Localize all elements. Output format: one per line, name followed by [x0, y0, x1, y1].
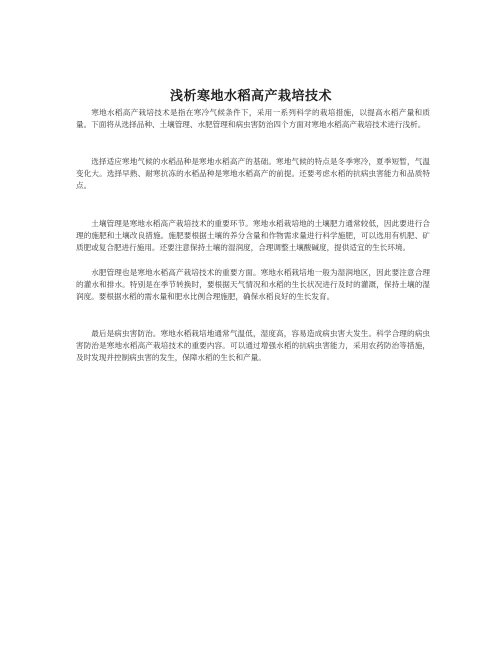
paragraph-soil-management: 土壤管理是寒地水稻高产栽培技术的重要环节。寒地水稻栽培地的土壤肥力通常较低，因此要进行合理的施肥和土壤改良措施。施肥要根据土壤的养分含量和作物需求量进行科学施肥，可以选用有机肥、矿质肥或复合肥进行施用。还要注意保持土壤的湿润度，合理调整土壤酸碱度，提供适宜的生长环境。 — [76, 219, 430, 253]
paragraph-water-fertilizer: 水肥管理也是寒地水稻高产栽培技术的重要方面。寒地水稻栽培地一般为湿润地区，因此要注意合理的灌水和排水。特别是在季节转换时，要根据天气情况和水稻的生长状况进行及时的灌溉，保持土壤的湿润度。要根据水稻的需水量和肥水比例合理施肥，确保水稻良好的生长发育。 — [76, 268, 430, 302]
paragraph-variety-selection: 选择适应寒地气候的水稻品种是寒地水稻高产的基础。寒地气候的特点是冬季寒冷，夏季短暂，气温变化大。选择早熟、耐寒抗冻的水稻品种是寒地水稻高产的前提。还要考虑水稻的抗病虫害能力和品质特点。 — [76, 157, 430, 191]
document-title: 浅析寒地水稻高产栽培技术 — [169, 88, 332, 104]
paragraph-intro: 寒地水稻高产栽培技术是指在寒冷气候条件下，采用一系列科学的栽培措施，以提高水稻产量和质量。下面将从选择品种、土壤管理、水肥管理和病虫害防治四个方面对寒地水稻高产栽培技术进行浅析。 — [76, 108, 430, 130]
paragraph-pest-control: 最后是病虫害防治。寒地水稻栽培地通常气温低，湿度高，容易造成病虫害大发生。科学合理的病虫害防治是寒地水稻高产栽培技术的重要内容。可以通过增强水稻的抗病虫害能力，采用农药防治等措施，及时发现并控制病虫害的发生，保障水稻的生长和产量。 — [76, 329, 430, 363]
